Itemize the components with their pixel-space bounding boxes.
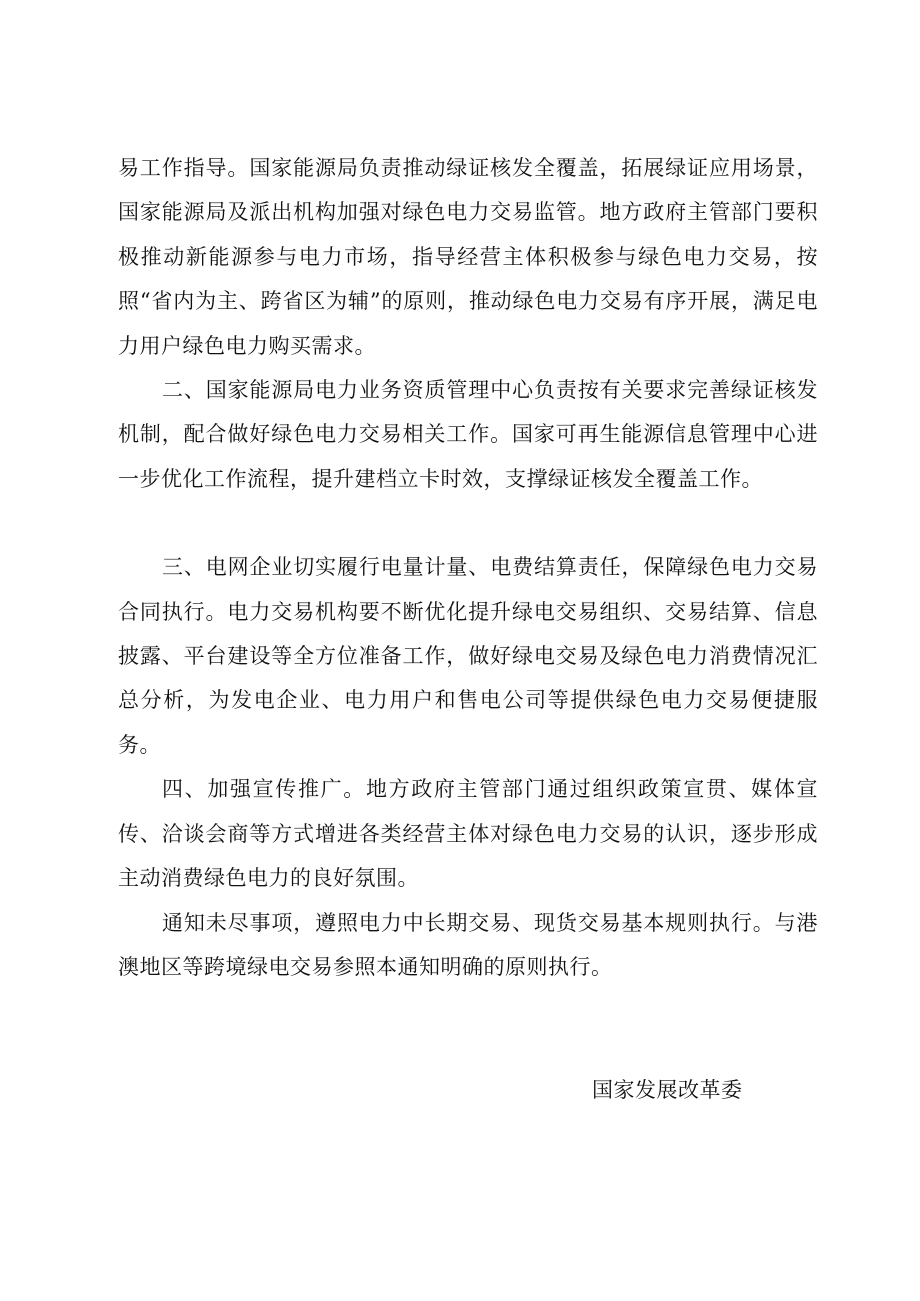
paragraph-item-2: 二、国家能源局电力业务资质管理中心负责按有关要求完善绿证核发机制，配合做好绿色电力交易相关工作。国家可再生能源信息管理中心进一步优化工作流程，提升建档立卡时效，支撑绿证核发全覆盖工作。	[118, 378, 818, 491]
paragraph-item-3: 三、电网企业切实履行电量计量、电费结算责任，保障绿色电力交易合同执行。电力交易机构要不断优化提升绿电交易组织、交易结算、信息披露、平台建设等全方位准备工作，做好绿电交易及绿色电力消费情况汇总分析，为发电企业、电力用户和售电公司等提供绿色电力交易便捷服务。	[118, 555, 818, 757]
paragraph-item-4: 四、加强宣传推广。地方政府主管部门通过组织政策宣贯、媒体宣传、洽谈会商等方式增进各类经营主体对绿色电力交易的认识，逐步形成主动消费绿色电力的良好氛围。	[118, 777, 818, 891]
document-body	[118, 146, 818, 989]
issuer-signature: 国家发展改革委	[592, 1078, 743, 1102]
paragraph-closing-note: 通知未尽事项，遵照电力中长期交易、现货交易基本规则执行。与港澳地区等跨境绿电交易参照本通知明确的原则执行。	[118, 910, 818, 979]
paragraph-continuation: 易工作指导。国家能源局负责推动绿证核发全覆盖，拓展绿证应用场景，国家能源局及派出机构加强对绿色电力交易监管。地方政府主管部门要积极推动新能源参与电力市场，指导经营主体积极参与绿色电力交易，按照“省内为主、跨省区为辅”的原则，推动绿色电力交易有序开展，满足电力用户绿色电力购买需求。	[118, 156, 818, 358]
